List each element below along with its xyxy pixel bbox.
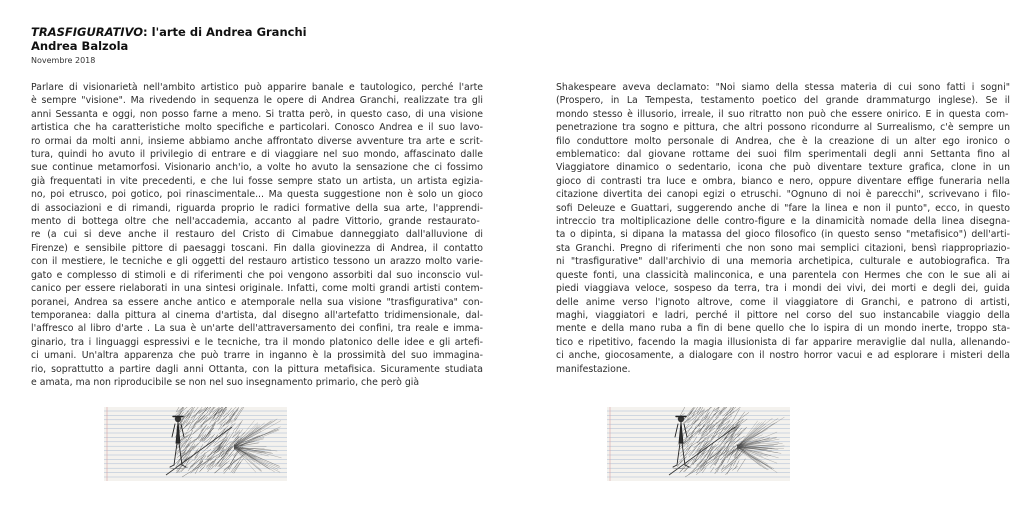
text-line: citazione divertita dei canopi egizi o etruschi. "Ognuno di noi è parecchi", scrivevano i filo- bbox=[556, 189, 1010, 201]
text-line: ni "trasfigurative" dall'archivio di una memoria archetipica, culturale e autobiografica. Tra bbox=[556, 256, 1010, 268]
right-body-text bbox=[556, 81, 1010, 376]
article-title bbox=[31, 25, 307, 39]
text-line: sta Granchi. Pregno di riferimenti che non sono mai semplici citazioni, bensì riappropriazio- bbox=[556, 242, 1010, 254]
title-italic: TRASFIGURATIVO bbox=[31, 25, 144, 39]
text-line: filo conduttore molto personale di Andrea, che è la creazione di un alter ego ironico o bbox=[556, 135, 1010, 147]
text-line: Firenze) e sensibile pittore di paesaggi toscani. Fin dalla giovinezza di Andrea, il contatto bbox=[31, 242, 483, 254]
text-line: già frequentati in vite precedenti, e che lui fosse sempre stato un artista, un artista egizia- bbox=[31, 175, 483, 187]
text-line: poranei, Andrea sa essere anche antico e atemporale nella sua visione "trasfigurativa" con- bbox=[31, 296, 483, 308]
text-line: penetrazione tra sogno e pittura, che altri possono ricondurre al Surrealismo, c'è sempre un bbox=[556, 122, 1010, 134]
text-line: con il mestiere, le tecniche e gli oggetti del restauro artistico tessono un arazzo molto varie- bbox=[31, 256, 483, 268]
right-page bbox=[512, 0, 1024, 512]
text-line: piedi viaggiava veloce, sospeso da terra, tra i mondi dei vivi, dei morti e degli dei, guida bbox=[556, 283, 1010, 295]
text-line: ginario, tra i linguaggi espressivi e le tecniche, tra il mondo platonico delle idee e gli artefi- bbox=[31, 336, 483, 348]
title-rest: : l'arte di Andrea Granchi bbox=[143, 25, 307, 39]
text-line: emblematico: dal giovane rottame dei suoi film sperimentali degli anni Settanta fino al bbox=[556, 149, 1010, 161]
text-line: artistica che ha caratteristiche molto specifiche e particolari. Conosco Andrea e il suo lavo- bbox=[31, 122, 483, 134]
text-line: intreccio tra moltiplicazione delle contro-figure e la dinamicità nomade della linea disegna- bbox=[556, 216, 1010, 228]
text-line: e amata, ma non riproducibile se non nel suo insegnamento primario, che però già bbox=[31, 376, 420, 388]
text-line: tico e ripetitivo, facendo la magia illusionista di far apparire meraviglie dal nulla, allenando- bbox=[556, 336, 1010, 348]
text-line: mento di bottega oltre che nell'accademia, accanto al padre Vittorio, grande restaurato- bbox=[31, 216, 480, 228]
traveler-sketch-right bbox=[607, 407, 790, 481]
article-date: Novembre 2018 bbox=[31, 56, 96, 65]
text-line: sofi Deleuze e Guattari, suggerendo anche di "fare la linea e non il punto", ecco, in questo bbox=[556, 202, 1010, 214]
text-line: mondo stesso è illusorio, irreale, il suo ritratto non può che essere onirico. E in questa com- bbox=[556, 108, 1009, 120]
text-line: mente e della mano ruba a fin di bene quello che lo ispira di un mondo inerte, troppo sta- bbox=[556, 323, 1010, 335]
text-line: Shakespeare aveva declamato: "Noi siamo della stessa materia di cui sono fatti i sogni" bbox=[556, 82, 1010, 93]
text-line: temporanea: dalla pittura al cinema d'artista, dal disegno all'artefatto tridimensionale, dal- bbox=[31, 309, 483, 321]
text-line: Viaggiatore dinamico o sedentario, icona che può diventare texture grafica, clone in un bbox=[556, 162, 1010, 174]
left-traveler-drawing bbox=[104, 407, 287, 481]
text-line: delle anime verso l'ignoto altrove, come il viaggiatore di Granchi, e patrono di artisti, bbox=[556, 296, 1010, 308]
text-line: gato e complesso di stimoli e di riferimenti che poi vengono assorbiti dal suo inconscio vul- bbox=[31, 269, 483, 281]
right-traveler-drawing bbox=[607, 407, 790, 481]
text-line: rio, soprattutto a partire dagli anni Ottanta, con la pittura metafisica. Sicuramente studiata bbox=[31, 363, 483, 375]
text-line: gioco di contrasti tra luce e ombra, bianco e nero, oppure diventare effige funeraria nella bbox=[556, 175, 1010, 187]
text-line: ci umani. Un'altra apparenza che può trarre in inganno è la prossimità del suo immagina- bbox=[31, 350, 483, 362]
text-line: è sempre "visione". Ma rivedendo in sequenza le opere di Andrea Granchi, realizzate tra gli bbox=[31, 95, 483, 107]
text-line: sue continue metamorfosi. Visionario anch'io, a volte ho avuto la sensazione che ci fossimo bbox=[31, 162, 483, 174]
article-author: Andrea Balzola bbox=[31, 39, 129, 53]
text-line: ci anche, giocosamente, a dialogare con il nostro horror vacui e ad esplorare i misteri della bbox=[556, 350, 1010, 362]
text-line: di associazioni e di rimandi, riguarda proprio le radici formative della sua arte, l'apprendi- bbox=[31, 202, 483, 214]
text-line: ro ormai da molti anni, insieme abbiamo anche affrontato diverse avventure tra arte e scrit- bbox=[31, 135, 483, 147]
traveler-sketch-left bbox=[104, 407, 287, 481]
text-line: anni Sessanta e oggi, non posso farne a meno. Si tratta però, in questo caso, di una visione bbox=[31, 108, 483, 120]
text-line: manifestazione. bbox=[556, 363, 631, 375]
text-line: no, poi etrusco, poi gotico, poi rinascimentale... Ma questa suggestione non è solo un gioco bbox=[31, 189, 483, 201]
text-line: tura, quindi ho avuto il privilegio di entrare e di viaggiare nel suo mondo, affascinato dalle bbox=[31, 149, 483, 161]
text-line: canico per essere rielaborati in una sintesi originale. Infatti, come molti grandi artisti contem- bbox=[31, 283, 483, 295]
text-line: (Prospero, in La Tempesta, testamento poetico del grande drammaturgo inglese). Se il bbox=[556, 95, 1010, 107]
text-line: Parlare di visionarietà nell'ambito artistico può apparire banale e tautologico, perché l'arte bbox=[31, 82, 483, 93]
text-line: queste fonti, una classicità malinconica, e una parentela con Hermes che con le sue ali ai bbox=[556, 269, 1010, 281]
text-line: maghi, viaggiatori e ladri, perché il pittore nel corso del suo instancabile viaggio della bbox=[556, 309, 1010, 321]
text-line: ta o dipinta, si dipana la matassa del gioco filosofico (in questo senso "metafisico") dell'arti- bbox=[556, 229, 1010, 241]
text-line: l'affresco al libro d'arte . La sua è un'arte dell'attraversamento dei confini, tra reale e imma- bbox=[31, 323, 483, 335]
left-body-text bbox=[31, 81, 483, 389]
text-line: re (a cui si deve anche il restauro del Cristo di Cimabue danneggiato dall'alluvione di bbox=[31, 229, 483, 241]
